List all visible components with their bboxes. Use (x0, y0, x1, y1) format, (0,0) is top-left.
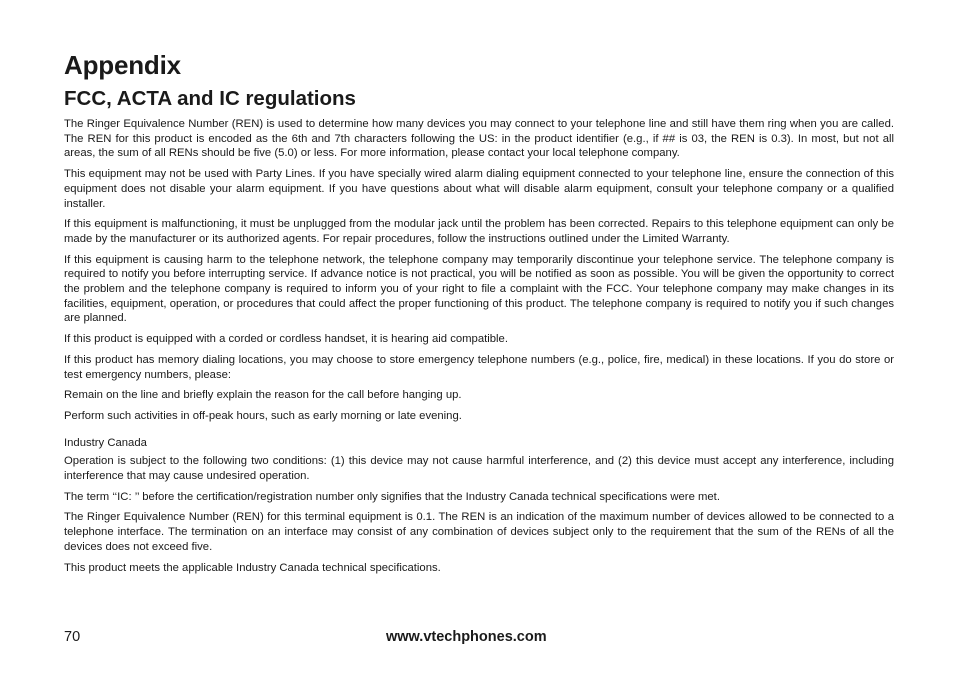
industry-canada-label: Industry Canada (64, 436, 147, 449)
page-footer (64, 628, 894, 646)
paragraph-ic-ren: The Ringer Equivalence Number (REN) for this terminal equipment is 0.1. The REN is an indication of the maximum number of devices allowed to be connected to a telephone interface. The termination on an interface may consist of any combination of devices subject only to the requirement that the sum of the RENs of all the devices does not exceed five. (64, 511, 894, 553)
section-title: FCC, ACTA and IC regulations (64, 87, 356, 110)
paragraph-off-peak: Perform such activities in off-peak hours, such as early morning or late evening. (64, 409, 462, 422)
paragraph-remain-on-line: Remain on the line and briefly explain the reason for the call before hanging up. (64, 389, 462, 402)
paragraph-malfunction: If this equipment is malfunctioning, it must be unplugged from the modular jack until the problem has been corrected. Repairs to this telephone equipment can only be made by the manufacturer or its authorized agents. For repair procedures, follow the instructions outlined under the Limited Warranty. (64, 218, 894, 245)
paragraph-memory-dialing: If this product has memory dialing locations, you may choose to store emergency telephone numbers (e.g., police, fire, medical) in these locations. If you do store or test emergency numbers, please: (64, 353, 894, 381)
paragraph-ren: The Ringer Equivalence Number (REN) is used to determine how many devices you may connect to your telephone line and still have them ring when you are called. The REN for this product is encoded as the 6th and 7th characters following the US: in the product identifier (e.g., if ## is 03, the REN is 0.3). In most, but not all areas, the sum of all RENs should be five (5.0) or less. For more information, please contact your local telephone company. (64, 118, 894, 160)
page-content (64, 50, 894, 581)
paragraph-ic-conditions: Operation is subject to the following two conditions: (1) this device may not cause harmful interference, and (2) this device must accept any interference, including interference that may cause undesired operation. (64, 455, 894, 483)
page-number: 70 (64, 629, 81, 645)
paragraph-hearing-aid: If this product is equipped with a corded or cordless handset, it is hearing aid compatible. (64, 333, 508, 346)
paragraph-ic-term: The term ‘‘IC: ’’ before the certification/registration number only signifies that the Industry Canada technical specifications were met. (64, 490, 720, 503)
website-link[interactable]: www.vtechphones.com (386, 629, 547, 645)
page-title: Appendix (64, 50, 181, 80)
paragraph-party-lines: This equipment may not be used with Party Lines. If you have specially wired alarm dialing equipment connected to your telephone line, ensure the connection of this equipment does not disable your alarm equipment. If you have questions about what will disable alarm equipment, consult your telephone company or a qualified installer. (64, 168, 894, 210)
paragraph-ic-specs: This product meets the applicable Industry Canada technical specifications. (64, 561, 441, 574)
paragraph-network-harm: If this equipment is causing harm to the telephone network, the telephone company may temporarily discontinue your telephone service. The telephone company is required to notify you before interrupting service. If advance notice is not practical, you will be notified as soon as possible. You will be given the opportunity to correct the problem and the telephone company is required to inform you of your right to file a complaint with the FCC. Your telephone company may make changes in its facilities, equipment, operation, or procedures that could affect the proper functioning of this product. The telephone company is required to notify you if such changes are planned. (64, 253, 894, 325)
